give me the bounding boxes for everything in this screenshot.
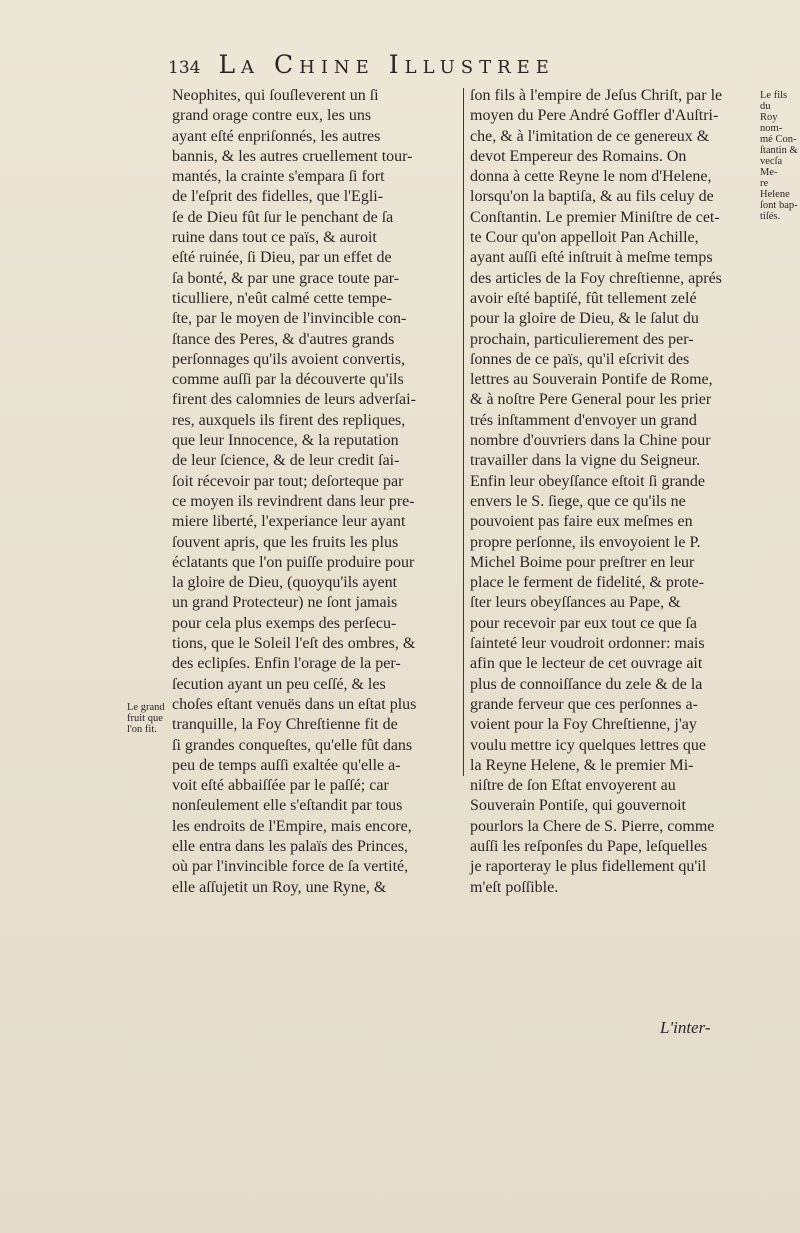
right-margin-note: Le fils du Roy nom- mé Con- ſtantin & vecſa Me- re Helene ſont bap- tiſés. — [760, 90, 798, 222]
left-margin-note: Le grand fruit que l'on fit. — [127, 702, 165, 735]
right-column-text: ſon fils à l'empire de Jeſus Chriſt, par le moyen du Pere André Goffler d'Auſtri- che, & à l'imitation de ce genereux & devot Empereur des Romains. On donna à cette Reyne le nom d'Helene, lorsqu'on la baptiſa, & au fils celuy de Conſtantin. Le premier Miniſtre de cet- te Cour qu'on appelloit Pan Achille, ayant auſſi eſté inſtruit à meſme temps des articles de la Foy chreſtienne, aprés avoir eſté baptiſé, fût tellement zelé pour la gloire de Dieu, & le ſalut du prochain, particulierement des per- ſonnes de ce païs, qu'il eſcrivit des lettres au Souverain Pontife de Rome, & à noſtre Pere General pour les prier trés inſtamment d'envoyer un grand nombre d'ouvriers dans la Chine pour travailler dans la vigne du Seigneur. Enfin leur obeyſſance eſtoit ſi grande envers le S. ſiege, que ce qu'ils ne pouvoient pas faire eux meſmes en propre perſonne, ils envoyoient le P. Michel Boime pour preſtrer en leur place le ferment de fidelité, & prote- ſter leurs obeyſſances au Pape, & pour recevoir par eux tout ce que ſa ſainteté leur voudroit ordonner: mais afin que le lecteur de cet ouvrage ait plus de connoiſſance du zele & de la grande ferveur que ces perſonnes a- voient pour la Foy Chreſtienne, j'ay voulu mettre icy quelques lettres que la Reyne Helene, & le premier Mi- niſtre de ſon Eſtat envoyerent au Souverain Pontiſe, qui gouvernoit pourlors la Chere de S. Pierre, comme auſſi les reſponſes du Pape, leſquelles je raporteray le plus fidellement qu'il m'eſt poſſible. — [470, 87, 723, 896]
page-header — [168, 50, 728, 86]
column-divider — [463, 88, 464, 776]
catchword: L'inter- — [660, 1018, 711, 1037]
page-number: 134 — [168, 58, 201, 78]
running-title: La Chine Illustree — [218, 50, 555, 79]
left-column-text: Neophites, qui ſouſleverent un ſi grand orage contre eux, les uns ayant eſté enpriſonnés, les autres bannis, & les autres cruellement tour- mantés, la crainte s'empara ſi fort de l'eſprit des fidelles, que l'Egli- ſe de Dieu fût ſur le penchant de ſa ruine dans tout ce païs, & auroit eſté ruinée, ſi Dieu, par un effet de ſa bonté, & par une grace toute par- ticulliere, n'eût calmé cette tempe- ſte, par le moyen de l'invincible con- ſtance des Peres, & d'autres grands perſonnages qu'ils avoient convertis, comme auſſi par la découverte qu'ils firent des calomnies de leurs adverſai- res, auxquels ils firent des repliques, que leur Innocence, & la reputation de leur ſcience, & de leur credit ſai- ſoit récevoir par tout; deſorteque par ce moyen ils revindrent dans leur pre- miere liberté, l'experiance leur ayant ſouvent apris, que les fruits les plus éclatants que l'on puiſſe produire pour la gloire de Dieu, (quoyqu'ils ayent un grand Protecteur) ne ſont jamais pour cela plus exemps des perſecu- tions, que le Soleil l'eſt des ombres, & des eclipſes. Enfin l'orage de la per- ſecution ayant un peu ceſſé, & les choſes eſtant venuës dans un eſtat plus tranquille, la Foy Chreſtienne fit de ſi grandes conqueſtes, qu'elle fût dans peu de temps auſſi exaltée qu'elle a- voit eſté abbaiſſée par le paſſé; car nonſeulement elle s'eſtandit par tous les endroits de l'Empire, mais encore, elle entra dans les palaïs des Princes, où par l'invincible force de ſa vertité, elle aſſujetit un Roy, une Ryne, & — [172, 87, 417, 896]
